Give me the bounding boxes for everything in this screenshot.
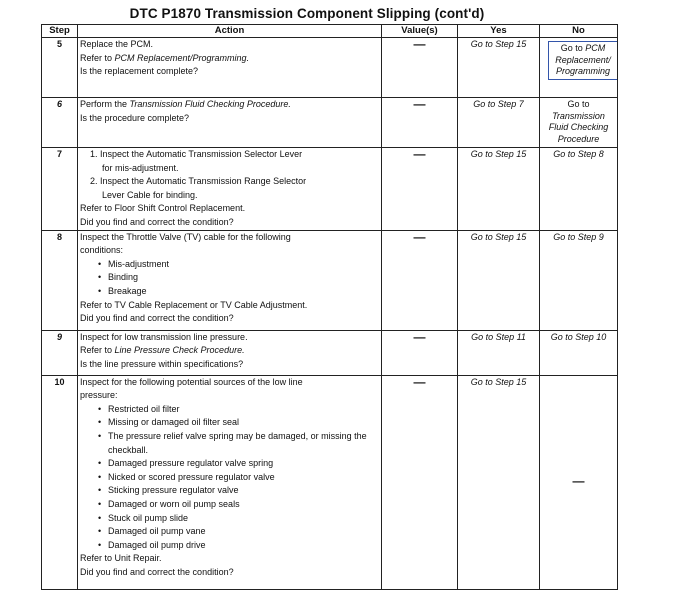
no-link-pcm-replacement[interactable]: Go to PCM Replacement/ Programming [548,41,618,80]
table-row [42,330,618,375]
action-cell: Perform the Transmission Fluid Checking Procedure. Is the procedure complete? [78,98,382,148]
action-cell: Inspect the Throttle Valve (TV) cable for the following conditions: • Mis-adjustment • Binding • Breakage Refer to TV Cable Replacement or TV Cable Adjustment. Did you find and correct the condition? [78,230,382,330]
header-step: Step [42,25,78,38]
table-row [42,38,618,98]
action-cell: 1. Inspect the Automatic Transmission Selector Lever for mis-adjustment. 2. Inspect the Automatic Transmission Range Selector Lever Cable for binding. Refer to Floor Shift Control Replacement. Did you find and correct the condition? [78,148,382,231]
action-cell: Inspect for the following potential sources of the low line pressure: • Restricted oil filter • Missing or damaged oil filter seal • The pressure relief valve spring may be damaged, or missing the checkball. • Damaged pressure regulator valve spring • Nicked or scored pressure regulator valve • Sticking pressure regulator valve • Damaged or worn oil pump seals • Stuck oil pump slide • Damaged oil pump vane • Damaged oil pump drive Refer to Unit Repair. Did you find and correct the condition? [78,375,382,589]
list-item: • Damaged oil pump drive [80,539,379,553]
header-no: No [540,25,618,38]
table-row [42,375,618,589]
table-header-row [42,25,618,38]
table-row [42,98,618,148]
step-number: 6 [42,98,78,148]
list-item: • Breakage [80,285,379,299]
header-yes: Yes [458,25,540,38]
step-number: 5 [42,38,78,98]
yes-link[interactable]: Go to Step 15 [458,230,540,330]
value-cell: — [382,330,458,375]
no-link-fluid-check[interactable]: Go to Transmission Fluid Checking Procedure [540,98,618,148]
yes-link[interactable]: Go to Step 15 [458,148,540,231]
step-number: 8 [42,230,78,330]
list-item: • Damaged or worn oil pump seals [80,498,379,512]
header-action: Action [78,25,382,38]
yes-link[interactable]: Go to Step 7 [458,98,540,148]
list-item: • Binding [80,271,379,285]
list-item: • Sticking pressure regulator valve [80,484,379,498]
no-link[interactable]: Go to Step 9 [540,230,618,330]
yes-link[interactable]: Go to Step 15 [458,375,540,589]
table-row [42,230,618,330]
action-cell: Replace the PCM. Refer to PCM Replacement/Programming. Is the replacement complete? [78,38,382,98]
yes-link[interactable]: Go to Step 15 [458,38,540,98]
step-number: 9 [42,330,78,375]
action-cell: Inspect for low transmission line pressure. Refer to Line Pressure Check Procedure. Is the line pressure within specifications? [78,330,382,375]
no-cell [540,38,618,98]
diagnostic-table [41,24,618,590]
table-row [42,148,618,231]
list-item: • Stuck oil pump slide [80,512,379,526]
list-item: • Restricted oil filter [80,403,379,417]
value-cell: — [382,230,458,330]
list-item: • The pressure relief valve spring may be damaged, or missing the checkball. [80,430,379,457]
value-cell: — [382,375,458,589]
value-cell: — [382,98,458,148]
no-link[interactable]: Go to Step 10 [540,330,618,375]
list-item: • Damaged oil pump vane [80,525,379,539]
list-item: • Damaged pressure regulator valve spring [80,457,379,471]
step-number: 7 [42,148,78,231]
list-item: • Nicked or scored pressure regulator valve [80,471,379,485]
document-title: DTC P1870 Transmission Component Slipping (cont'd) [129,6,485,21]
list-item: • Mis-adjustment [80,258,379,272]
step-number: 10 [42,375,78,589]
header-values: Value(s) [382,25,458,38]
no-cell: — [540,375,618,589]
yes-link[interactable]: Go to Step 11 [458,330,540,375]
no-link[interactable]: Go to Step 8 [540,148,618,231]
value-cell: — [382,148,458,231]
list-item: • Missing or damaged oil filter seal [80,416,379,430]
value-cell: — [382,38,458,98]
